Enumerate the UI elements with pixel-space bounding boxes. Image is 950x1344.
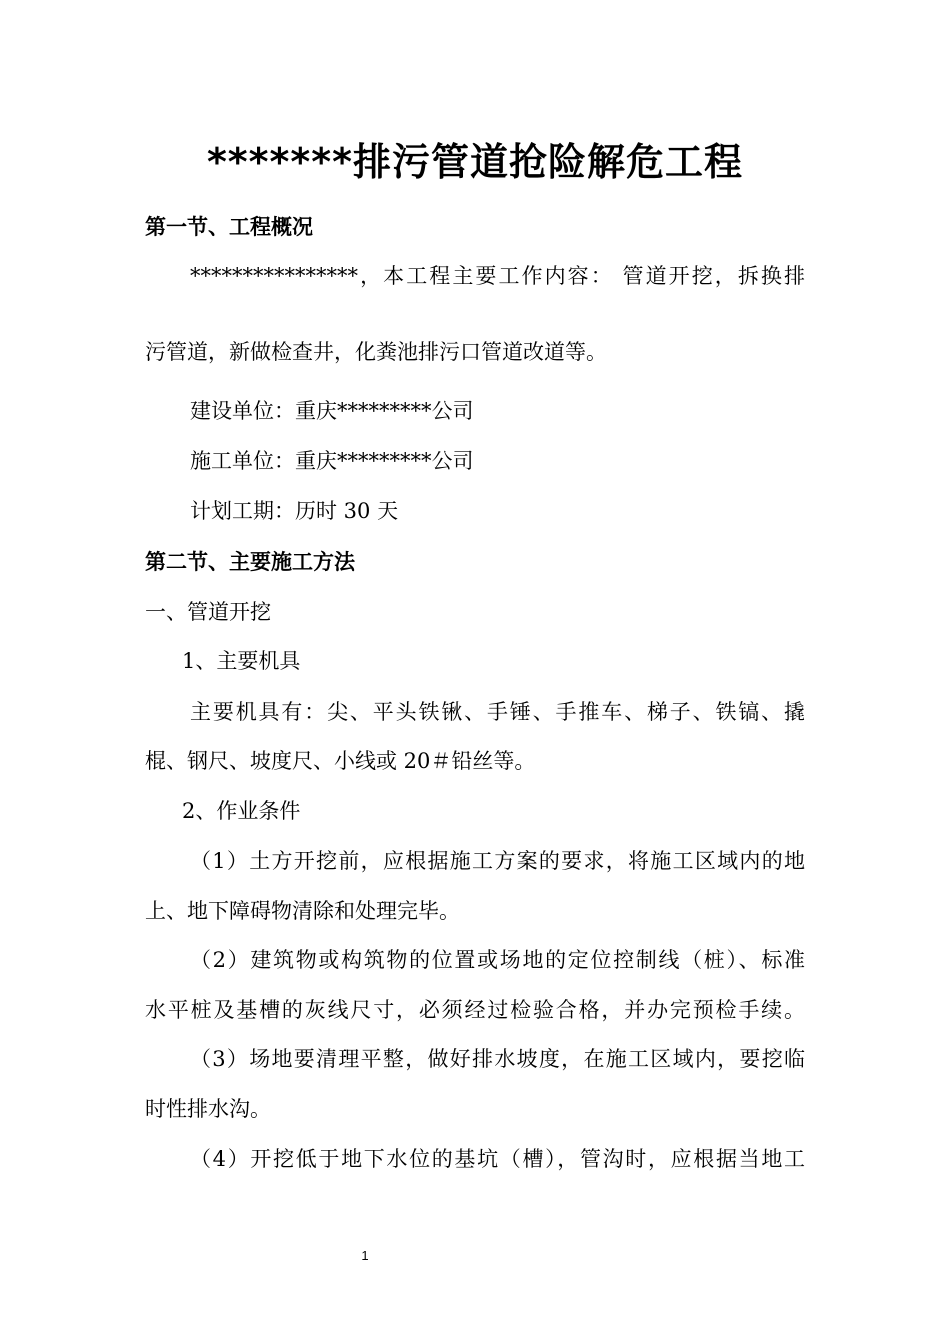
page-number: 1 (361, 1248, 369, 1263)
section1-paragraph-line1: ****************，本工程主要工作内容： 管道开挖，拆换排 (190, 264, 805, 288)
section2-heading: 第二节、主要施工方法 (145, 550, 355, 574)
condition3-line1: （3）场地要清理平整，做好排水坡度，在施工区域内，要挖临 (190, 1047, 805, 1071)
section1-paragraph-line2: 污管道，新做检查井，化粪池排污口管道改道等。 (145, 340, 607, 364)
schedule: 计划工期：历时 30 天 (190, 499, 399, 523)
tools-line2: 棍、钢尺、坡度尺、小线或 20＃铅丝等。 (145, 749, 536, 773)
document-title: *******排污管道抢险解危工程 (206, 140, 744, 184)
builder-unit: 施工单位：重庆*********公司 (190, 449, 474, 473)
item-main-tools: 1、主要机具 (182, 649, 301, 673)
construction-unit: 建设单位：重庆*********公司 (190, 399, 474, 423)
condition3-line2: 时性排水沟。 (145, 1097, 271, 1121)
condition1-line2: 上、地下障碍物清除和处理完毕。 (145, 899, 460, 923)
condition2-line1: （2）建筑物或构筑物的位置或场地的定位控制线（桩）、标准 (190, 948, 805, 972)
condition1-line1: （1）土方开挖前，应根据施工方案的要求，将施工区域内的地 (190, 849, 805, 873)
condition2-line2: 水平桩及基槽的灰线尺寸，必须经过检验合格，并办完预检手续。 (145, 998, 805, 1022)
condition4-line1: （4）开挖低于地下水位的基坑（槽），管沟时，应根据当地工 (190, 1147, 805, 1171)
section1-heading: 第一节、工程概况 (145, 215, 313, 239)
tools-line1: 主要机具有：尖、平头铁锹、手锤、手推车、梯子、铁镐、撬 (190, 700, 805, 724)
subsection-pipe-excavation: 一、管道开挖 (145, 600, 271, 624)
item-work-conditions: 2、作业条件 (182, 799, 301, 823)
